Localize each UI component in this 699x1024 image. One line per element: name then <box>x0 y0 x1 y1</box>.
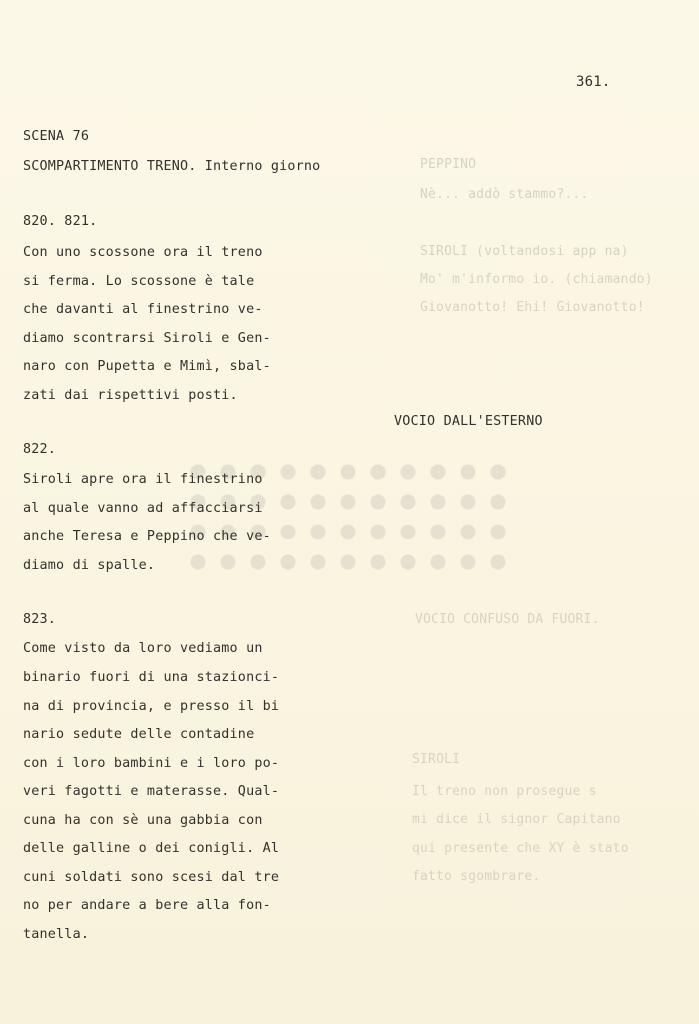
scene-location: SCOMPARTIMENTO TRENO. Interno giorno <box>23 159 321 174</box>
body-line: naro con Pupetta e Mimì, sbal- <box>23 359 271 374</box>
body-line: na di provincia, e presso il bi <box>23 699 280 714</box>
show-through-text: SIROLI (voltandosi app na) <box>420 244 629 259</box>
shot-number: 820. 821. <box>23 214 98 229</box>
show-through-text: SIROLI <box>412 752 461 767</box>
body-line: al quale vanno ad affacciarsi <box>23 501 263 516</box>
show-through-text: Giovanotto! Ehi! Giovanotto! <box>420 300 645 315</box>
body-line: che davanti al finestrino ve- <box>23 302 263 317</box>
show-through-text: mi dice il signor Capitano <box>412 812 621 827</box>
show-through-text: fatto sgombrare. <box>412 869 541 884</box>
body-line: cuni soldati sono scesi dal tre <box>23 870 280 885</box>
scene-heading: SCENA 76 <box>23 129 90 144</box>
show-through-text: qui presente che XY è stato <box>412 841 629 856</box>
show-through-text: VOCIO CONFUSO DA FUORI. <box>415 612 600 627</box>
body-line: con i loro bambini e i loro po- <box>23 756 280 771</box>
body-line: si ferma. Lo scossone è tale <box>23 274 255 289</box>
body-line: delle galline o dei conigli. Al <box>23 841 280 856</box>
body-line: nario sedute delle contadine <box>23 727 255 742</box>
show-through-text: PEPPINO <box>420 157 477 172</box>
shot-number: 823. <box>23 612 57 627</box>
body-line: Con uno scossone ora il treno <box>23 245 263 260</box>
body-line: zati dai rispettivi posti. <box>23 388 238 403</box>
body-line: binario fuori di una stazionci- <box>23 670 280 685</box>
body-line: diamo di spalle. <box>23 558 156 573</box>
body-line: Come visto da loro vediamo un <box>23 641 263 656</box>
body-line: anche Teresa e Peppino che ve- <box>23 529 271 544</box>
show-through-text: Il treno non prosegue s <box>412 784 597 799</box>
show-through-text: Nè... addò stammo?... <box>420 187 589 202</box>
body-line: cuna ha con sè una gabbia con <box>23 813 263 828</box>
page-number: 361. <box>576 74 611 90</box>
body-line: veri fagotti e materasse. Qual- <box>23 784 280 799</box>
show-through-text: Mo' m'informo io. (chiamando) <box>420 272 653 287</box>
voice-cue: VOCIO DALL'ESTERNO <box>394 414 543 429</box>
body-line: Siroli apre ora il finestrino <box>23 472 263 487</box>
shot-number: 822. <box>23 442 57 457</box>
body-line: tanella. <box>23 927 90 942</box>
body-line: no per andare a bere alla fon- <box>23 898 271 913</box>
body-line: diamo scontrarsi Siroli e Gen- <box>23 331 271 346</box>
